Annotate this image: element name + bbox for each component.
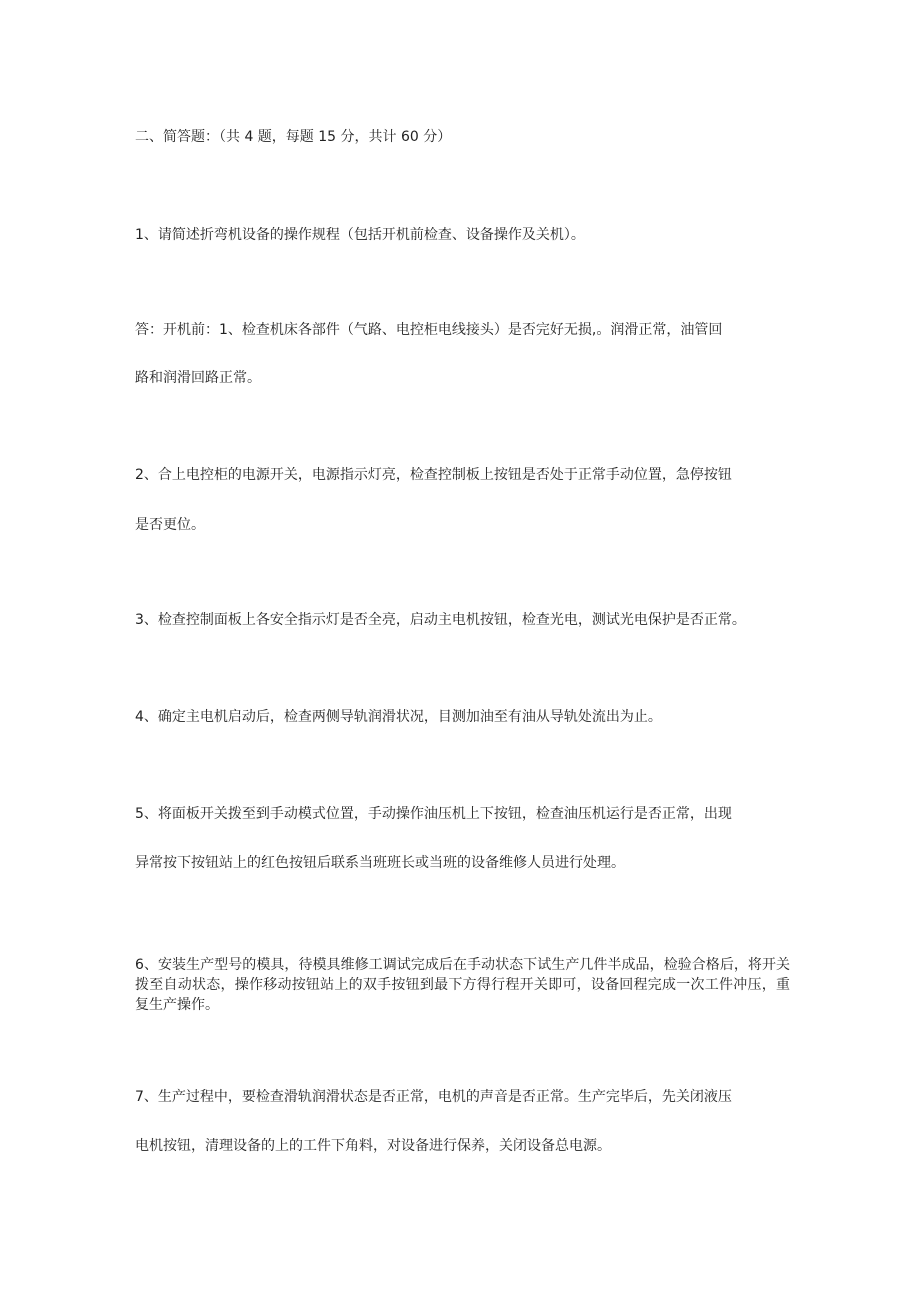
section-heading: 二、简答题：（共 4 题，每题 15 分，共计 60 分） bbox=[135, 129, 452, 145]
step-5-line-2: 异常按下按钮站上的红色按钮后联系当班班长或当班的设备维修人员进行处理。 bbox=[135, 855, 625, 871]
step-7-line-2: 电机按钮，清理设备的上的工件下角料，对设备进行保养，关闭设备总电源。 bbox=[135, 1138, 611, 1154]
answer-1-line-2: 路和润滑回路正常。 bbox=[135, 370, 261, 386]
question-1: 1、请简述折弯机设备的操作规程（包括开机前检查、设备操作及关机）。 bbox=[135, 227, 585, 243]
step-3: 3、检查控制面板上各安全指示灯是否全亮，启动主电机按钮，检查光电，测试光电保护是否正常。 bbox=[135, 612, 746, 628]
step-4: 4、确定主电机启动后，检查两侧导轨润滑状况，目测加油至有油从导轨处流出为止。 bbox=[135, 709, 662, 725]
step-2-line-1: 2、合上电控柜的电源开关，电源指示灯亮，检查控制板上按钮是否处于正常手动位置，急停按钮 bbox=[135, 467, 732, 483]
step-7-line-1: 7、生产过程中，要检查滑轨润滑状态是否正常，电机的声音是否正常。生产完毕后，先关闭液压 bbox=[135, 1089, 732, 1105]
step-5-line-1: 5、将面板开关拨至到手动模式位置，手动操作油压机上下按钮，检查油压机运行是否正常，出现 bbox=[135, 806, 732, 822]
step-6: 6、安装生产型号的模具，待模具维修工调试完成后在手动状态下试生产几件半成品，检验合格后，将开关拨至自动状态，操作移动按钮站上的双手按钮到最下方得行程开关即可，设备回程完成一次工件冲压，重复生产操作。 bbox=[135, 957, 790, 1013]
answer-1-line-1: 答：开机前：1、检查机床各部件（气路、电控柜电线接头）是否完好无损,。润滑正常，油管回 bbox=[135, 322, 723, 338]
step-2-line-2: 是否更位。 bbox=[135, 517, 205, 533]
